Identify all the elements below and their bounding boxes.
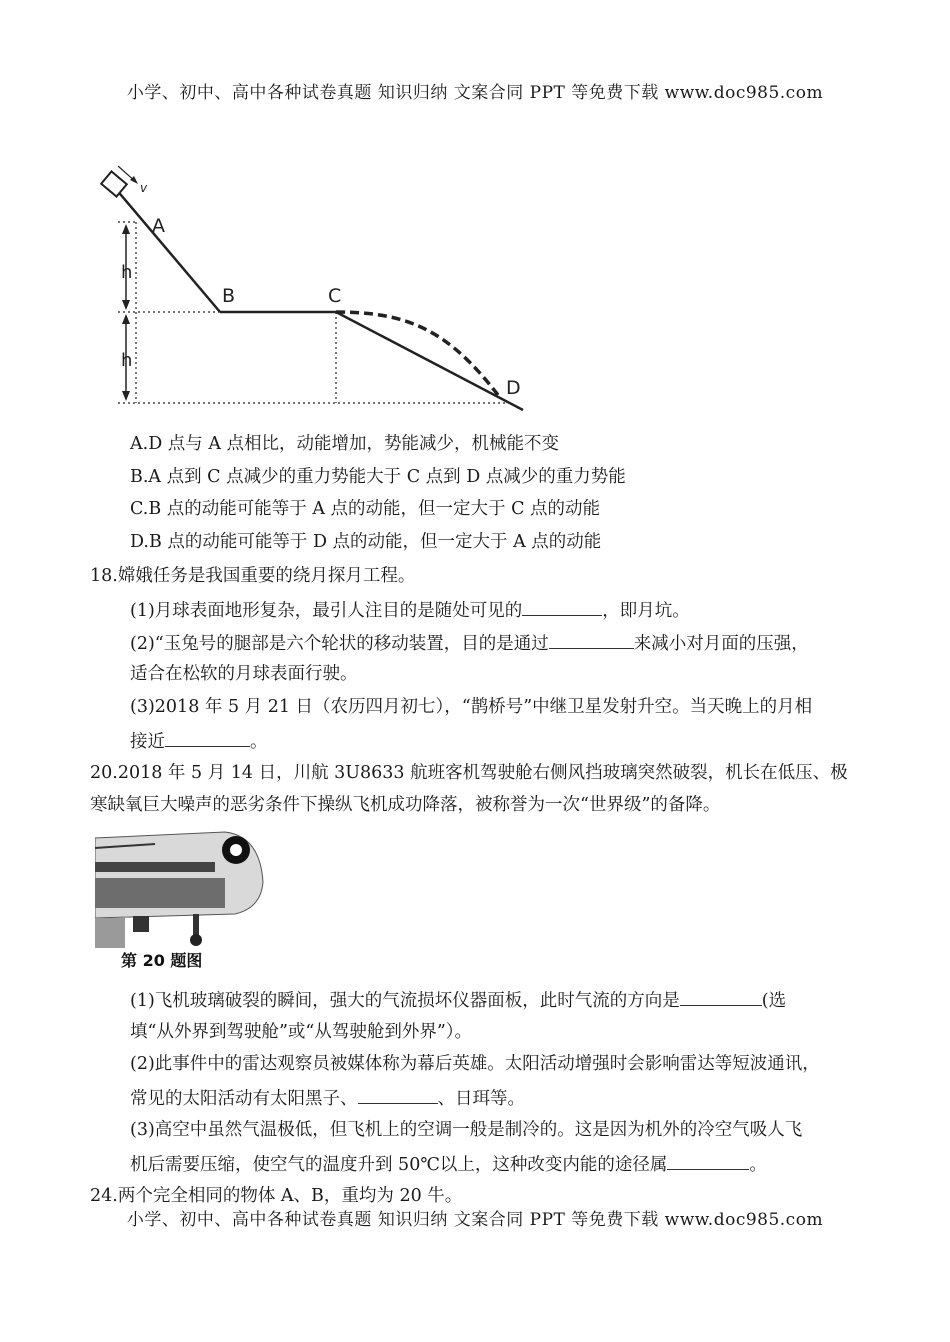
label-a: A bbox=[152, 215, 165, 237]
label-h-upper: h bbox=[121, 262, 133, 283]
answer-blank[interactable] bbox=[549, 630, 634, 649]
q17-option-b: B.A 点到 C 点减少的重力势能大于 C 点到 D 点减少的重力势能 bbox=[130, 467, 626, 487]
answer-blank[interactable] bbox=[680, 987, 762, 1006]
airplane-photo bbox=[95, 822, 265, 972]
q18-part2-cont: 适合在松软的月球表面行驶。 bbox=[130, 664, 358, 684]
label-c: C bbox=[328, 285, 342, 307]
q17-option-d: D.B 点的动能可能等于 D 点的动能，但一定大于 A 点的动能 bbox=[130, 532, 602, 552]
q18-part2: (2)“玉兔号的腿部是六个轮状的移动装置，目的是通过 来减小对月面的压强， bbox=[130, 630, 809, 656]
answer-blank[interactable] bbox=[165, 728, 250, 747]
q20-stem-cont: 寒缺氧巨大噪声的恶劣条件下操纵飞机成功降落，被称誉为一次“世界级”的备降。 bbox=[90, 795, 721, 815]
label-d: D bbox=[506, 377, 521, 399]
answer-blank[interactable] bbox=[358, 1085, 438, 1104]
q20-stem: 20.2018 年 5 月 14 日，川航 3U8633 航班客机驾驶舱右侧风挡玻璃突然破裂，机长在低压、极 bbox=[90, 763, 848, 783]
q20-part1: (1)飞机玻璃破裂的瞬间，强大的气流损坏仪器面板，此时气流的方向是 (选 bbox=[130, 987, 786, 1013]
q20-part2-cont: 常见的太阳活动有太阳黑子、 、日珥等。 bbox=[130, 1085, 525, 1111]
q18-part3-cont: 接近 。 bbox=[130, 728, 268, 754]
q18-part1: (1)月球表面地形复杂，最引人注目的是随处可见的 ，即月坑。 bbox=[130, 597, 690, 623]
q20-part3-cont: 机后需要压缩，使空气的温度升到 50℃以上，这种改变内能的途径属 。 bbox=[130, 1151, 767, 1177]
q20-part1-cont: 填“从外界到驾驶舱”或“从驾驶舱到外界”）。 bbox=[130, 1022, 473, 1042]
q24-stem: 24.两个完全相同的物体 A、B，重均为 20 牛。 bbox=[90, 1186, 463, 1206]
q17-option-a: A.D 点与 A 点相比，动能增加，势能减少，机械能不变 bbox=[130, 434, 560, 454]
slope-diagram bbox=[88, 160, 538, 420]
q18-part3: (3)2018 年 5 月 21 日（农历四月初七），“鹊桥号”中继卫星发射升空。当天晚上的月相 bbox=[130, 697, 813, 717]
q17-option-c: C.B 点的动能可能等于 A 点的动能，但一定大于 C 点的动能 bbox=[130, 499, 601, 519]
label-h-lower: h bbox=[121, 350, 133, 371]
q20-part2: (2)此事件中的雷达观察员被媒体称为幕后英雄。太阳活动增强时会影响雷达等短波通讯， bbox=[130, 1054, 820, 1074]
page-footer: 小学、初中、高中各种试卷真题 知识归纳 文案合同 PPT 等免费下载 www.doc985.com bbox=[126, 1210, 824, 1230]
label-b: B bbox=[222, 285, 236, 307]
q18-stem: 18.嫦娥任务是我国重要的绕月探月工程。 bbox=[90, 566, 416, 586]
answer-blank[interactable] bbox=[522, 597, 602, 616]
page-header: 小学、初中、高中各种试卷真题 知识归纳 文案合同 PPT 等免费下载 www.doc985.com bbox=[126, 83, 824, 103]
label-v: v bbox=[140, 181, 148, 195]
q20-part3: (3)高空中虽然气温极低，但飞机上的空调一般是制冷的。这是因为机外的冷空气吸人飞 bbox=[130, 1120, 803, 1140]
answer-blank[interactable] bbox=[667, 1151, 749, 1170]
figure-caption: 第 20 题图 bbox=[121, 951, 203, 970]
